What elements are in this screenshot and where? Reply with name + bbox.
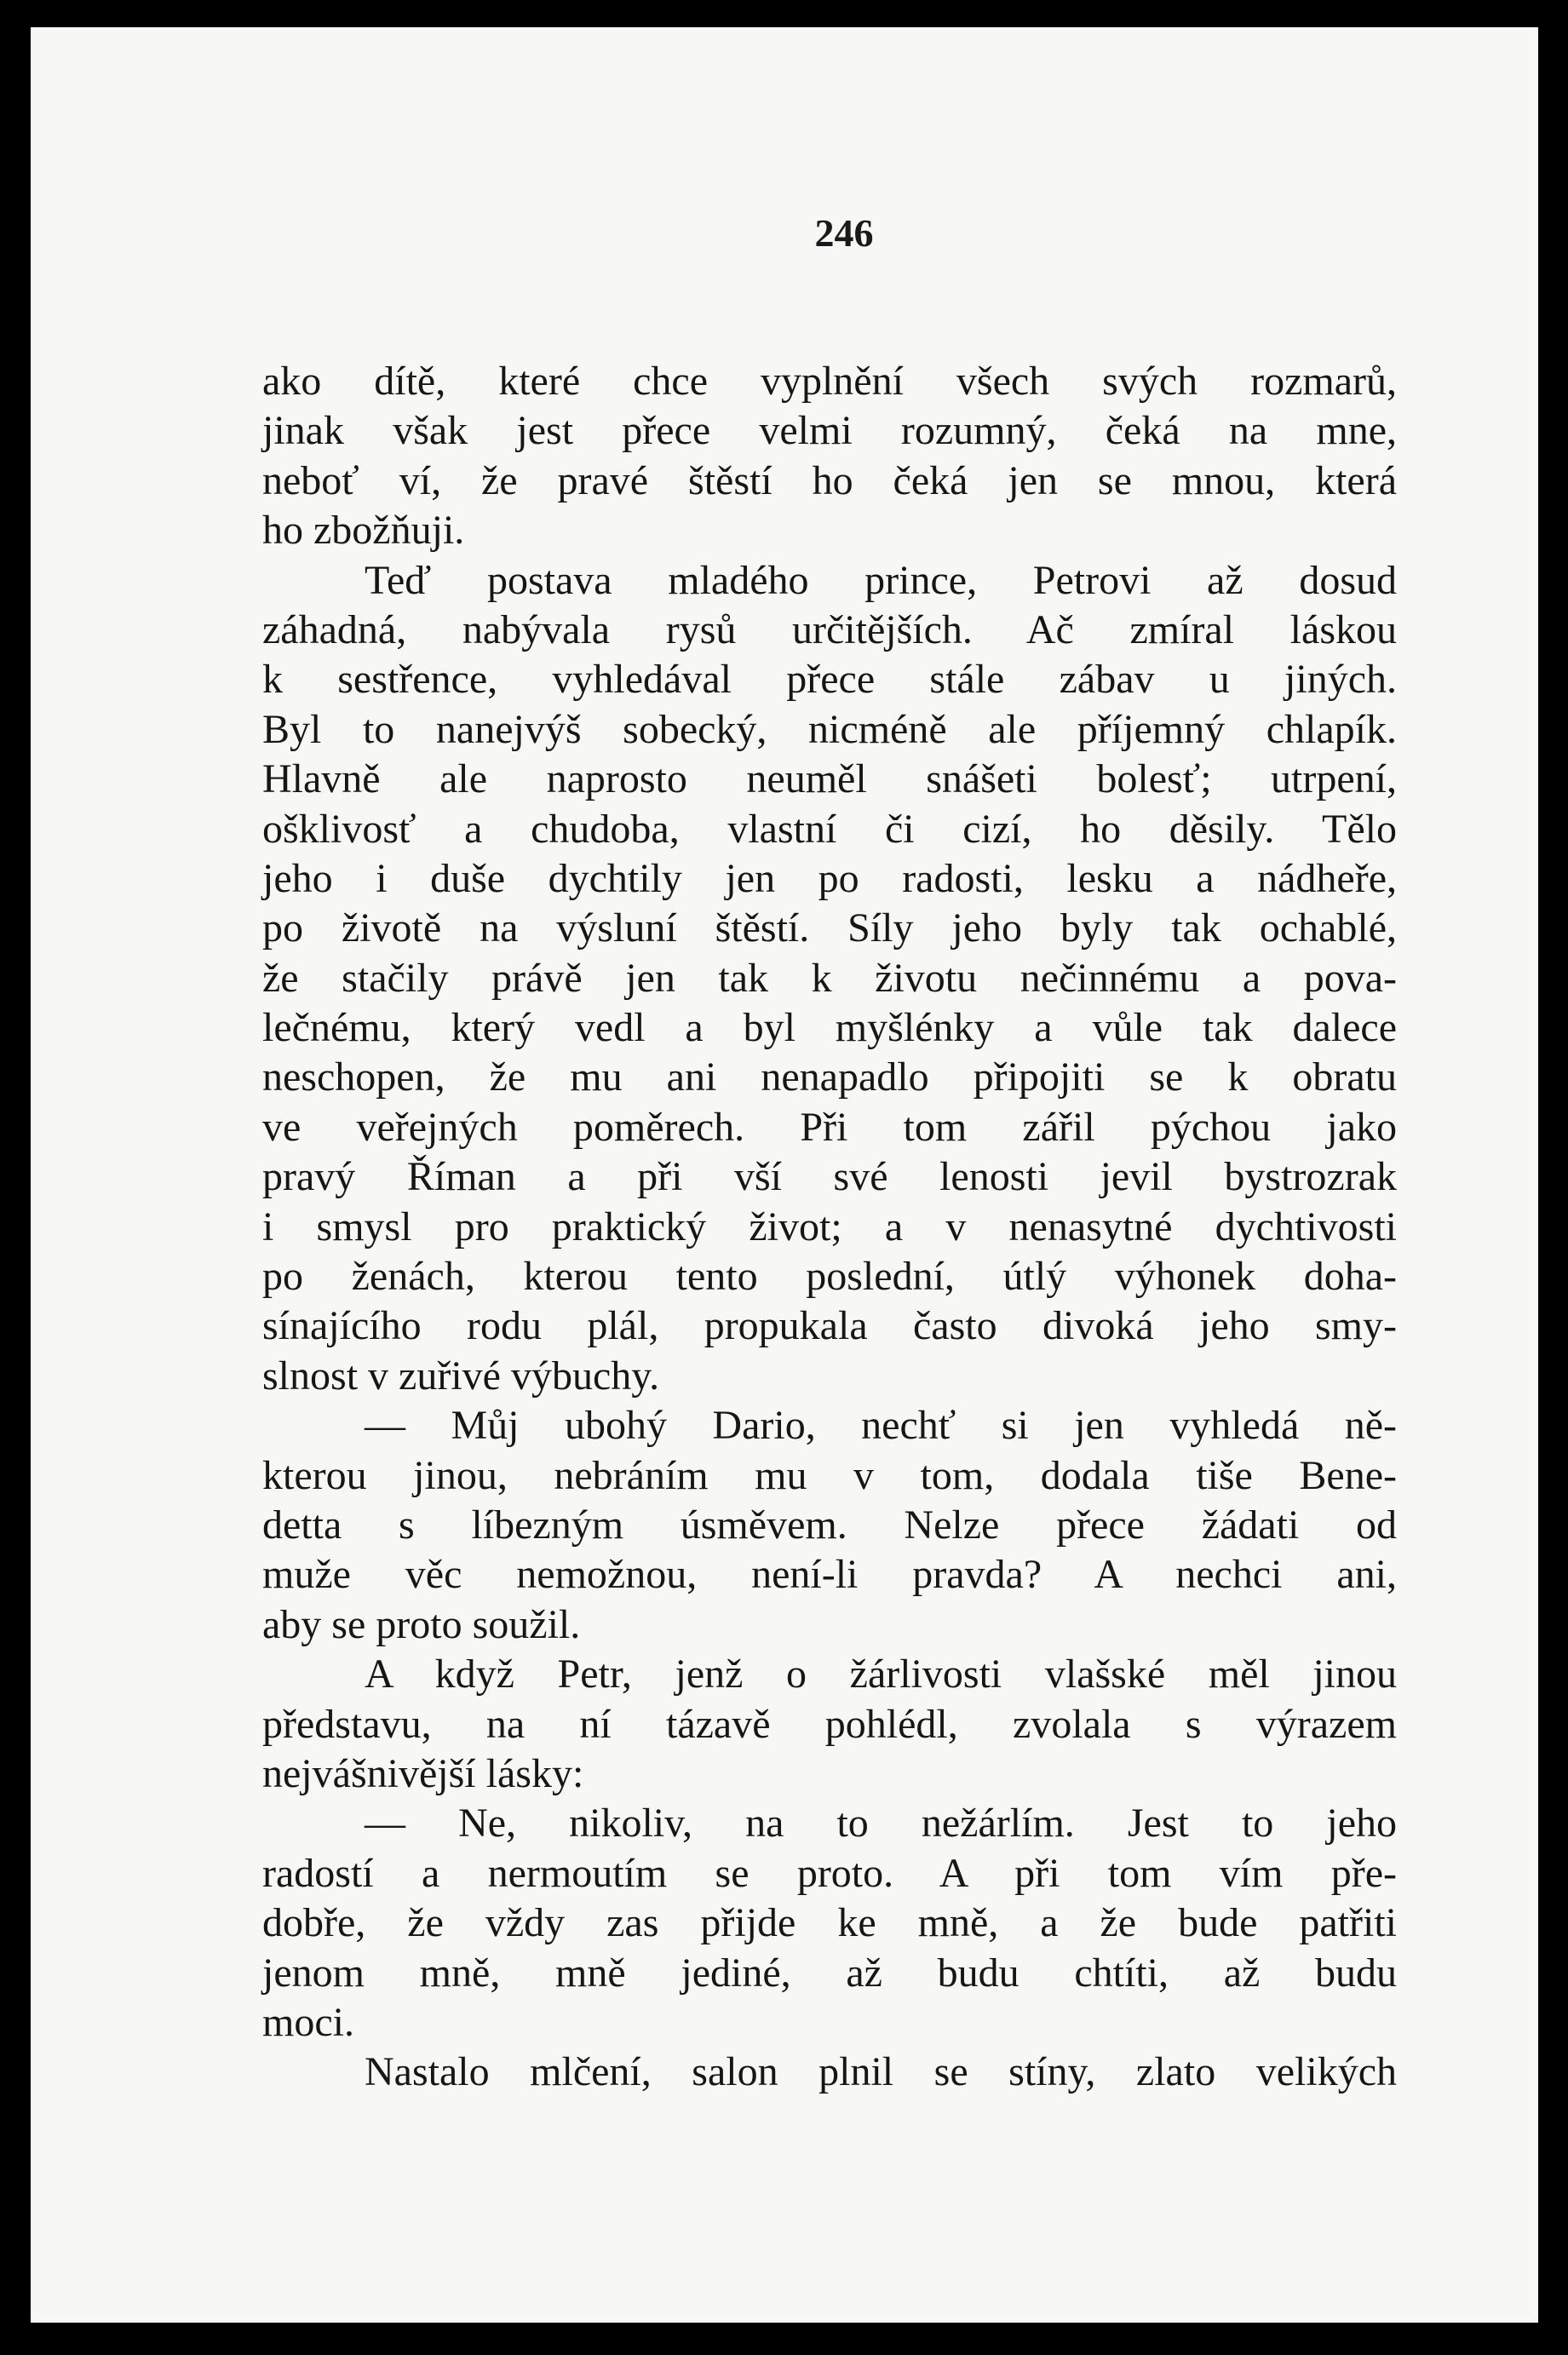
- scan-border-right: [1538, 0, 1568, 2355]
- text-line: po životě na výsluní štěstí. Síly jeho byly tak ochablé,: [262, 905, 1397, 951]
- text-line: — Ne, nikoliv, na to nežárlím. Jest to jeho: [365, 1801, 1397, 1847]
- text-line: dobře, že vždy zas přijde ke mně, a že bude patřiti: [262, 1900, 1397, 1946]
- text-line: ako dítě, které chce vyplnění všech svých rozmarů,: [262, 359, 1397, 404]
- text-line: jeho i duše dychtily jen po radosti, lesku a nádheře,: [262, 855, 1397, 901]
- text-line: Hlavně ale naprosto neuměl snášeti bolesť; utrpení,: [262, 756, 1397, 802]
- text-line: — Můj ubohý Dario, nechť si jen vyhledá ně-: [365, 1403, 1397, 1449]
- book-page: [31, 27, 1538, 2323]
- text-line: slnost v zuřivé výbuchy.: [262, 1353, 660, 1399]
- text-line: aby se proto soužil.: [262, 1601, 581, 1647]
- text-line: že stačily právě jen tak k životu nečinnému a pova-: [262, 955, 1397, 1001]
- text-line: Byl to nanejvýš sobecký, nicméně ale příjemný chlapík.: [262, 706, 1397, 752]
- page-number: 246: [814, 211, 874, 255]
- text-line: pravý Říman a při vší své lenosti jevil bystrozrak: [262, 1154, 1397, 1200]
- scan-border-bottom: [0, 2323, 1568, 2355]
- scan-border-top: [0, 0, 1568, 27]
- text-line: záhadná, nabývala rysů určitějších. Ač zmíral láskou: [262, 606, 1397, 652]
- text-line: detta s líbezným úsměvem. Nelze přece žádati od: [262, 1502, 1397, 1548]
- text-line: A když Petr, jenž o žárlivosti vlašské měl jinou: [365, 1651, 1397, 1697]
- text-line: Teď postava mladého prince, Petrovi až dosud: [365, 557, 1397, 603]
- body-text: [262, 357, 1397, 2098]
- text-line: neboť ví, že pravé štěstí ho čeká jen se mnou, která: [262, 457, 1397, 503]
- text-line: radostí a nermoutím se proto. A při tom vím pře-: [262, 1850, 1397, 1896]
- text-line: moci.: [262, 1999, 354, 2045]
- text-line: sínajícího rodu plál, propukala často divoká jeho smy-: [262, 1303, 1397, 1349]
- text-line: lečnému, který vedl a byl myšlénky a vůle tak dalece: [262, 1005, 1397, 1051]
- text-line: jinak však jest přece velmi rozumný, čeká na mne,: [262, 408, 1397, 454]
- text-line: kterou jinou, nebráním mu v tom, dodala tiše Bene-: [262, 1452, 1397, 1498]
- text-line: nejvášnivější lásky:: [262, 1750, 584, 1796]
- text-line: ve veřejných poměrech. Při tom zářil pýchou jako: [262, 1104, 1397, 1150]
- text-line: neschopen, že mu ani nenapadlo připojiti se k obratu: [262, 1054, 1397, 1100]
- text-line: ošklivosť a chudoba, vlastní či cizí, ho děsily. Tělo: [262, 806, 1397, 852]
- text-line: muže věc nemožnou, není-li pravda? A nechci ani,: [262, 1552, 1397, 1598]
- text-line: po ženách, kterou tento poslední, útlý výhonek doha-: [262, 1254, 1397, 1300]
- text-line: i smysl pro praktický život; a v nenasytné dychtivosti: [262, 1203, 1397, 1249]
- text-line: k sestřence, vyhledával přece stále zábav u jiných.: [262, 657, 1397, 703]
- text-line: jenom mně, mně jediné, až budu chtíti, až budu: [262, 1950, 1397, 1996]
- text-line: Nastalo mlčení, salon plnil se stíny, zlato velikých: [365, 2049, 1397, 2095]
- text-line: ho zbožňuji.: [262, 508, 465, 554]
- text-line: představu, na ní tázavě pohlédl, zvolala s výrazem: [262, 1701, 1397, 1747]
- scan-border-left: [0, 0, 31, 2355]
